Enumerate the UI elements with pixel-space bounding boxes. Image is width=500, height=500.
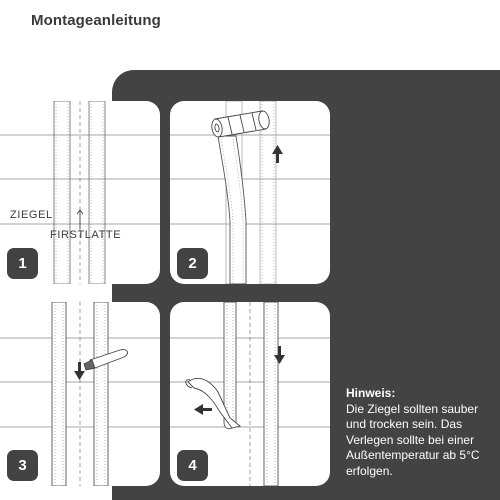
note-text: Die Ziegel sollten sauber und trocken sein. Das Verlegen sollte bei einer Außentemperatur ab 5°C erfolgen. <box>346 401 480 478</box>
step-badge-2: 2 <box>177 248 208 279</box>
step-badge-1: 1 <box>7 248 38 279</box>
arrow-down-icon <box>74 362 85 380</box>
ridge-batten-label: FIRSTLATTE <box>50 229 122 241</box>
step-2-panel <box>170 101 330 284</box>
step-3-panel <box>0 302 160 486</box>
roll-icon <box>211 110 271 137</box>
note-title: Hinweis: <box>346 386 396 400</box>
arrow-up-icon <box>77 210 83 229</box>
step-1-panel <box>0 101 160 284</box>
step-badge-4: 4 <box>177 450 208 481</box>
arrow-up-icon <box>272 145 283 163</box>
tile-label: ZIEGEL <box>10 209 53 221</box>
step-4-panel <box>170 302 330 486</box>
note-box <box>346 386 496 479</box>
step-badge-3: 3 <box>7 450 38 481</box>
page-title: Montageanleitung <box>31 12 161 29</box>
arrow-left-icon <box>194 404 212 415</box>
